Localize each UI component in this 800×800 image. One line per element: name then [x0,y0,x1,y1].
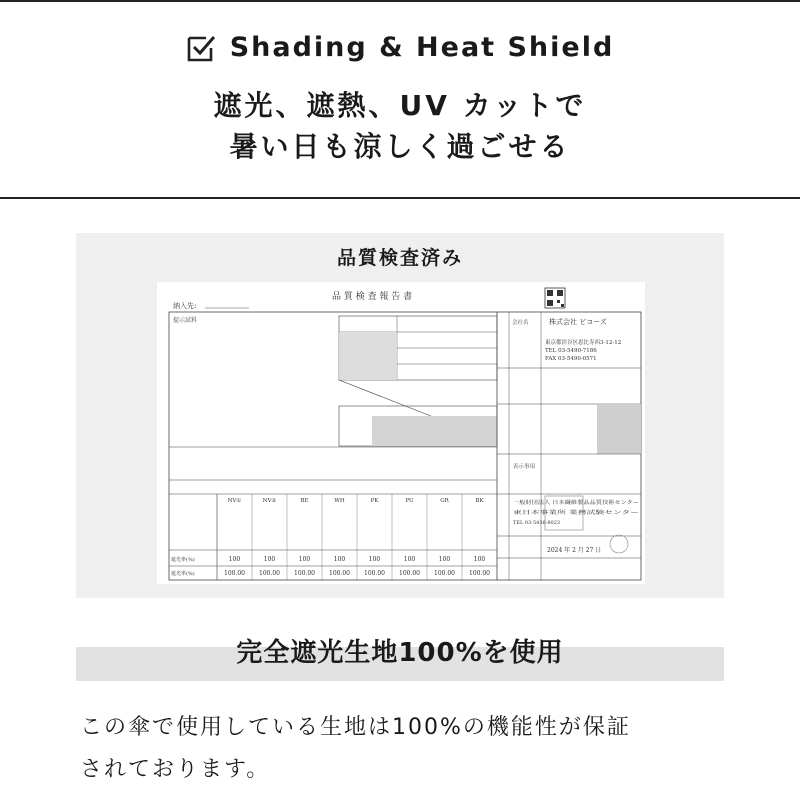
shading-value-cell: 100 [403,556,416,563]
header-section [0,0,800,200]
table-column-header: NV① [227,498,242,504]
shading-value-cell: 100 [228,556,241,563]
report-heading: 品 質 検 査 報 告 書 [332,292,413,302]
shading-value-cell: 100 [473,556,486,563]
highlight-title: 完全遮光生地100%を使用 [236,638,564,668]
shading-value-cell: 100 [368,556,381,563]
lab-name: 一般財団法人 日本繊維製品品質技術センター [513,500,615,506]
company-address: 東京都渋谷区恵比寿西3-12-12 [545,340,622,346]
quality-report-document [157,282,645,584]
company-fax: FAX 03-5490-0571 [545,356,597,362]
shading-value-cell: 100 [333,556,346,563]
uv-value-cell: 100.00 [399,570,420,577]
subtitle-line-1: 遮光、遮熱、UV カットで [213,89,587,122]
checkbox-check-icon [186,33,216,63]
header-divider [0,197,800,199]
uv-value-cell: 100.00 [434,570,455,577]
shading-value-cell: 100 [263,556,276,563]
uv-row-label: 遮光率(%) [171,571,195,577]
section-title: Shading & Heat Shield [229,32,615,63]
uv-value-cell: 100.00 [294,570,315,577]
report-date: 2024 年 2 月 27 日 [547,547,602,554]
description-line-2: されております。 [80,757,271,782]
qr-code-icon [545,288,565,308]
table-column-header: PK [370,498,379,504]
lab-tel: TEL 03-5436-8023 [513,520,561,526]
result-label: 表示事項 [513,464,536,470]
certificate-panel-title: 品質検査済み [336,247,463,269]
shading-value-cell: 100 [438,556,451,563]
table-column-header: WH [334,498,345,504]
table-column-header: BE [300,498,309,504]
table-column-header: GR [440,498,449,504]
subtitle-line-2: 暑い日も涼しく過ごせる [229,130,571,163]
shading-value-cell: 100 [298,556,311,563]
uv-value-cell: 100.00 [364,570,385,577]
uv-value-cell: 100.00 [224,570,245,577]
table-column-header: BK [475,498,484,504]
company-name: 株式会社 ビコーズ [549,318,607,326]
lab-branch: 東日本事業所 業務試験センター [513,510,585,516]
table-column-header: PU [405,498,414,504]
title-row [0,32,800,63]
shading-row-label: 遮光率(%) [171,557,195,563]
company-label: 会社名 [512,320,529,326]
description-line-1: この傘で使用している生地は100%の機能性が保証 [80,715,631,740]
sample-label: 提示試料 [173,317,198,324]
uv-value-cell: 100.00 [259,570,280,577]
table-column-header: NV② [262,498,277,504]
submitted-to-label: 納入先: [173,302,197,310]
company-tel: TEL 03-5490-7186 [545,348,597,354]
uv-value-cell: 100.00 [469,570,490,577]
uv-value-cell: 100.00 [329,570,350,577]
